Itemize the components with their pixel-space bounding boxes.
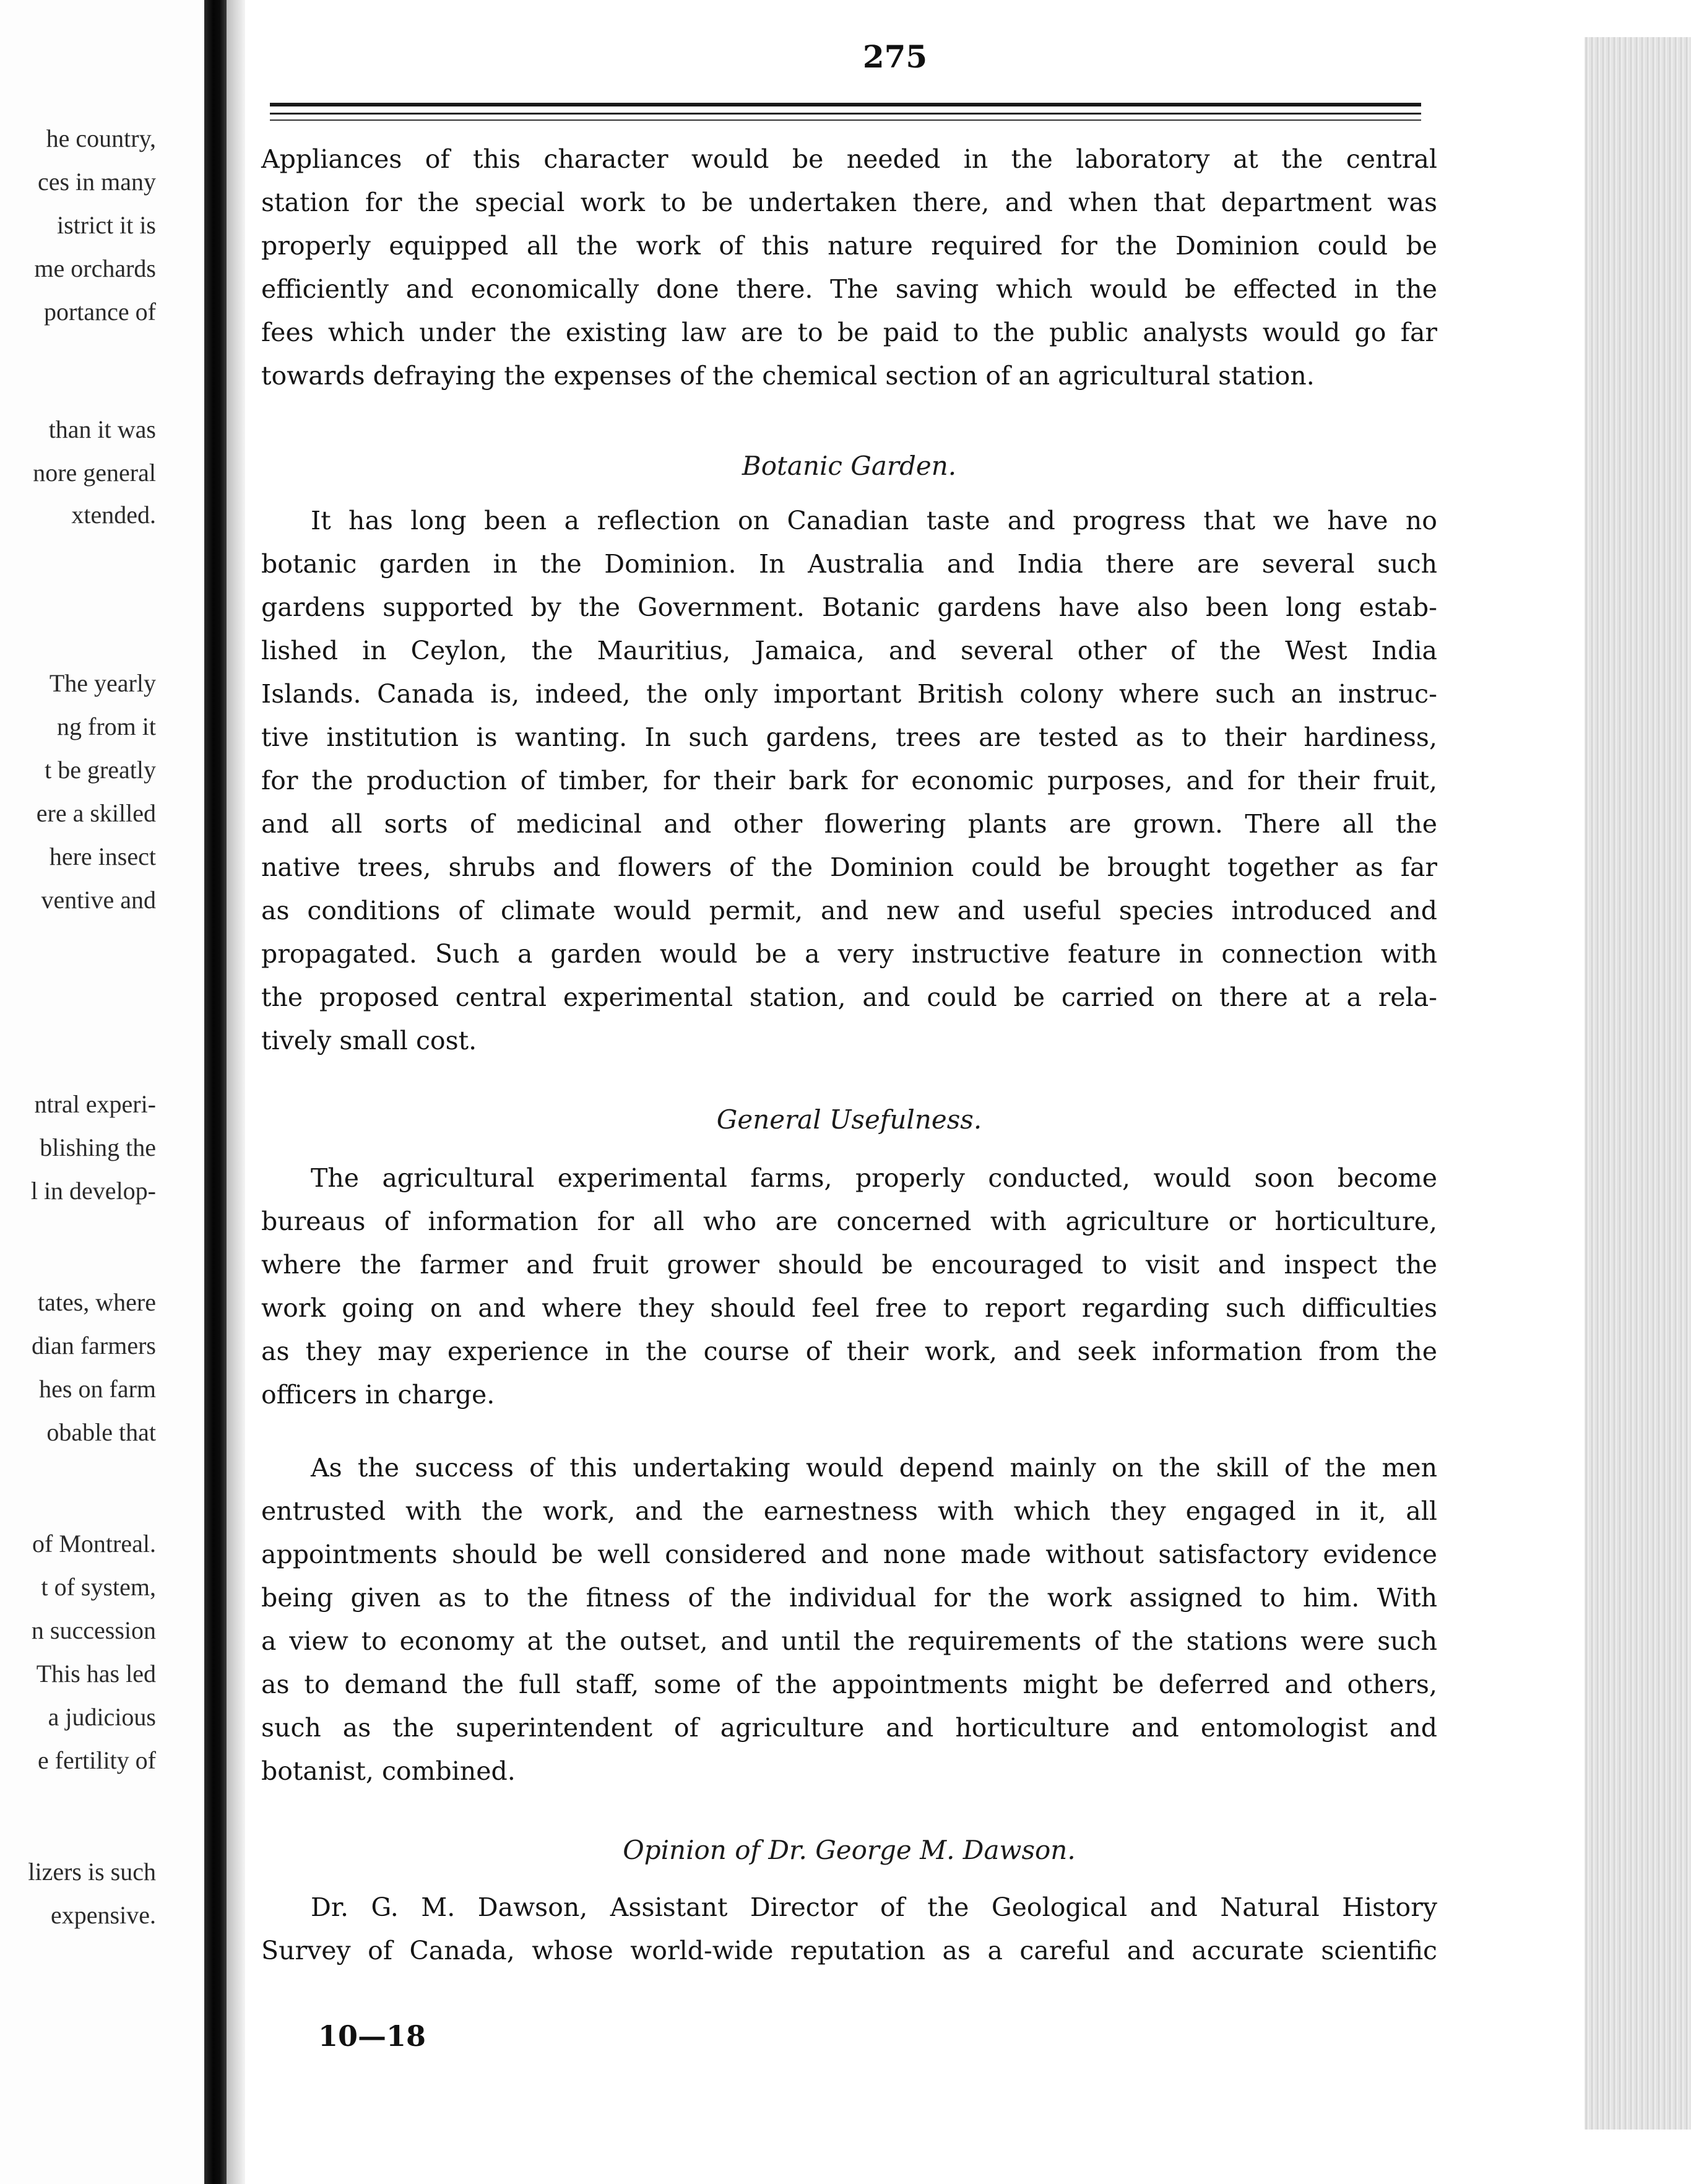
text-line: as conditions of climate would permit, and new and useful species introduced and <box>261 896 1437 925</box>
text-line: lished in Ceylon, the Mauritius, Jamaica, and several other of the West India <box>261 636 1437 665</box>
success-paragraph <box>261 1446 1437 1793</box>
left-page-line: t be greatly <box>45 756 156 784</box>
left-page-line: of Montreal. <box>32 1530 156 1558</box>
text-line: appointments should be well considered and none made without satisfactory evidence <box>261 1540 1437 1569</box>
text-line: As the success of this undertaking would depend mainly on the skill of the men <box>311 1453 1437 1483</box>
page-stack-edge <box>1585 37 1691 2130</box>
left-page-line: This has led <box>36 1660 156 1688</box>
text-line: station for the special work to be undertaken there, and when that department was <box>261 188 1437 217</box>
main-page <box>245 0 1585 2184</box>
left-page-line: obable that <box>46 1418 156 1446</box>
left-page-line: portance of <box>43 298 156 326</box>
left-page-line: ere a skilled <box>36 799 156 827</box>
text-line: and all sorts of medicinal and other flowering plants are grown. There all the <box>261 809 1437 839</box>
book-gutter <box>204 0 227 2184</box>
left-page-line: nore general <box>33 459 156 487</box>
left-page-line: t of system, <box>41 1573 156 1601</box>
text-line: entrusted with the work, and the earnestness with which they engaged in it, all <box>261 1496 1437 1526</box>
text-line: Islands. Canada is, indeed, the only important British colony where such an instruc- <box>261 679 1437 709</box>
left-page-line: than it was <box>48 415 156 443</box>
left-page-line: istrict it is <box>57 211 156 239</box>
text-line: Appliances of this character would be needed in the laboratory at the central <box>261 144 1437 174</box>
usefulness-paragraph <box>261 1156 1437 1416</box>
botanic-paragraph <box>261 499 1437 1062</box>
left-page-line: expensive. <box>51 1901 156 1929</box>
text-line: officers in charge. <box>261 1380 495 1410</box>
text-line: fees which under the existing law are to be paid to the public analysts would go far <box>261 318 1437 347</box>
header-rule <box>270 103 1421 106</box>
left-page-line: tates, where <box>37 1288 156 1316</box>
left-page-line: blishing the <box>40 1133 156 1161</box>
left-page-line: ventive and <box>41 886 156 914</box>
left-page-line: he country, <box>46 124 156 152</box>
left-page-line: lizers is such <box>28 1858 156 1886</box>
left-page-line: ntral experi- <box>34 1090 156 1118</box>
text-line: as to demand the full staff, some of the appointments might be deferred and others, <box>261 1670 1437 1699</box>
intro-paragraph <box>261 137 1437 397</box>
text-line: such as the superintendent of agriculture and horticulture and entomologist and <box>261 1713 1437 1743</box>
gutter-shadow <box>227 0 245 2184</box>
text-line: where the farmer and fruit grower should be encouraged to visit and inspect the <box>261 1250 1437 1280</box>
left-page-line: l in develop- <box>30 1177 156 1205</box>
section-heading-opinion: Opinion of Dr. George M. Dawson. <box>623 1835 1076 1865</box>
left-page-line: n succession <box>31 1616 156 1644</box>
page-number: 275 <box>862 38 928 75</box>
text-line: It has long been a reflection on Canadian taste and progress that we have no <box>311 506 1437 535</box>
signature-mark: 10—18 <box>318 2019 426 2053</box>
text-line: native trees, shrubs and flowers of the Dominion could be brought together as far <box>261 852 1437 882</box>
left-page-line: e fertility of <box>37 1746 156 1774</box>
text-line: for the production of timber, for their bark for economic purposes, and for their fruit, <box>261 766 1437 795</box>
text-line: botanist, combined. <box>261 1756 516 1786</box>
left-page-line: a judicious <box>48 1703 156 1731</box>
opinion-paragraph <box>261 1886 1437 1972</box>
header-rule <box>270 113 1421 115</box>
left-page-line: hes on farm <box>39 1375 156 1403</box>
text-line: tive institution is wanting. In such gardens, trees are tested as to their hardiness, <box>261 722 1437 752</box>
text-line: gardens supported by the Government. Botanic gardens have also been long estab- <box>261 592 1437 622</box>
header-rule <box>270 119 1421 121</box>
text-line: The agricultural experimental farms, properly conducted, would soon become <box>311 1163 1437 1193</box>
text-line: a view to economy at the outset, and until the requirements of the stations were such <box>261 1626 1437 1656</box>
text-line: botanic garden in the Dominion. In Australia and India there are several such <box>261 549 1437 579</box>
left-page-line: here insect <box>49 843 156 870</box>
left-page-line: dian farmers <box>31 1332 156 1359</box>
left-page-line: me orchards <box>34 254 156 282</box>
text-line: Survey of Canada, whose world-wide reputation as a careful and accurate scientific <box>261 1936 1437 1965</box>
section-heading-botanic: Botanic Garden. <box>742 451 957 481</box>
text-line: propagated. Such a garden would be a very instructive feature in connection with <box>261 939 1437 969</box>
text-line: Dr. G. M. Dawson, Assistant Director of the Geological and Natural History <box>311 1892 1437 1922</box>
text-line: the proposed central experimental station, and could be carried on there at a rela- <box>261 982 1437 1012</box>
section-heading-usefulness: General Usefulness. <box>716 1104 982 1135</box>
text-line: being given as to the fitness of the individual for the work assigned to him. With <box>261 1583 1437 1613</box>
text-line: as they may experience in the course of their work, and seek information from the <box>261 1337 1437 1366</box>
text-line: efficiently and economically done there. The saving which would be effected in the <box>261 274 1437 304</box>
left-page-line: The yearly <box>49 669 156 697</box>
text-line: bureaus of information for all who are concerned with agriculture or horticulture, <box>261 1207 1437 1236</box>
text-line: work going on and where they should feel free to report regarding such difficulties <box>261 1293 1437 1323</box>
text-line: tively small cost. <box>261 1026 477 1055</box>
left-page-line: ces in many <box>37 168 156 196</box>
left-page-line: xtended. <box>71 501 156 529</box>
left-page <box>0 0 204 2184</box>
text-line: towards defraying the expenses of the chemical section of an agricultural station. <box>261 361 1315 391</box>
text-line: properly equipped all the work of this nature required for the Dominion could be <box>261 231 1437 261</box>
left-page-line: ng from it <box>57 713 156 740</box>
